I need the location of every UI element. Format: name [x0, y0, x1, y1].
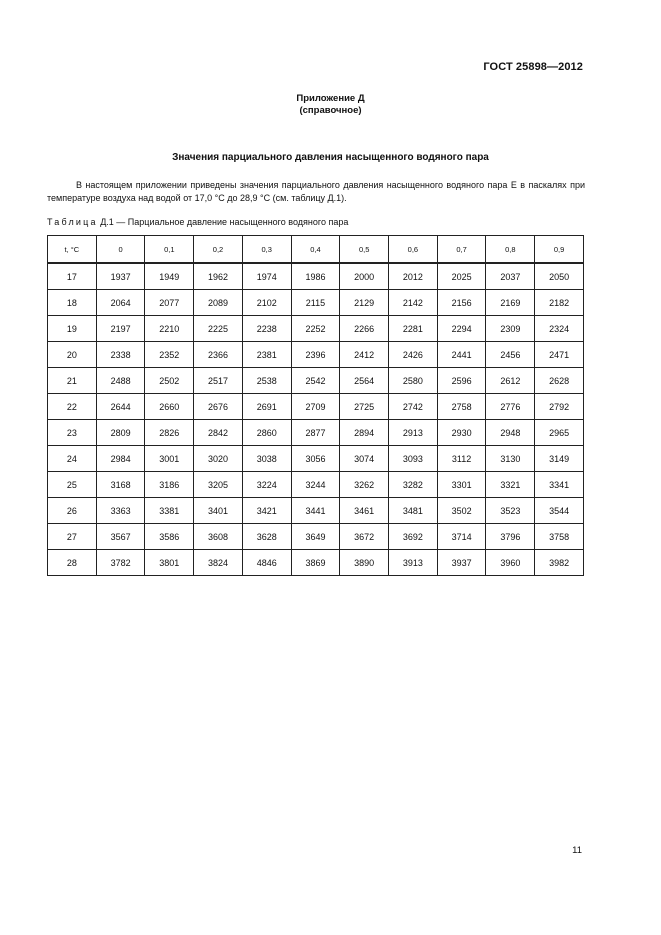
table-row: [48, 290, 584, 316]
annex-title: Приложение Д: [296, 93, 365, 104]
table-cell: 3441: [291, 498, 340, 524]
table-cell: 3796: [486, 524, 535, 550]
table-cell: 2352: [145, 342, 194, 368]
section-heading: Значения парциального давления насыщенного водяного пара: [172, 152, 489, 163]
annex-status: (справочное): [299, 105, 362, 116]
row-temperature-cell: 19: [48, 316, 97, 342]
table-cell: 2580: [389, 368, 438, 394]
table-cell: 2877: [291, 420, 340, 446]
table-cell: 2456: [486, 342, 535, 368]
table-cell: 2012: [389, 263, 438, 290]
table-cell: 3321: [486, 472, 535, 498]
table-cell: 3982: [535, 550, 584, 576]
row-temperature-cell: 24: [48, 446, 97, 472]
table-cell: 3262: [340, 472, 389, 498]
table-cell: 2077: [145, 290, 194, 316]
table-row: [48, 342, 584, 368]
table-cell: 3824: [194, 550, 243, 576]
table-cell: 3421: [242, 498, 291, 524]
header-cell: 0,2: [194, 236, 243, 264]
table-cell: 2197: [96, 316, 145, 342]
table-cell: 1974: [242, 263, 291, 290]
table-cell: 2309: [486, 316, 535, 342]
table-cell: 3363: [96, 498, 145, 524]
table-cell: 2660: [145, 394, 194, 420]
table-cell: 1986: [291, 263, 340, 290]
table-row: [48, 368, 584, 394]
table-cell: 3074: [340, 446, 389, 472]
table-row: [48, 420, 584, 446]
table-cell: 3168: [96, 472, 145, 498]
table-cell: 1949: [145, 263, 194, 290]
table-cell: 2266: [340, 316, 389, 342]
row-temperature-cell: 27: [48, 524, 97, 550]
header-cell: 0: [96, 236, 145, 264]
table-cell: 2102: [242, 290, 291, 316]
table-cell: 3130: [486, 446, 535, 472]
table-cell: 4846: [242, 550, 291, 576]
table-cell: 3038: [242, 446, 291, 472]
table-cell: 3586: [145, 524, 194, 550]
table-cell: 2842: [194, 420, 243, 446]
table-cell: 3149: [535, 446, 584, 472]
table-cell: 2538: [242, 368, 291, 394]
table-cell: 2742: [389, 394, 438, 420]
table-cell: 1962: [194, 263, 243, 290]
table-row: [48, 394, 584, 420]
header-cell: 0,8: [486, 236, 535, 264]
table-cell: 2471: [535, 342, 584, 368]
row-temperature-cell: 26: [48, 498, 97, 524]
table-cell: 3301: [437, 472, 486, 498]
table-cell: 2381: [242, 342, 291, 368]
row-temperature-cell: 17: [48, 263, 97, 290]
table-cell: 2324: [535, 316, 584, 342]
table-cell: 2129: [340, 290, 389, 316]
table-cell: 3628: [242, 524, 291, 550]
table-cell: 2826: [145, 420, 194, 446]
table-cell: 2676: [194, 394, 243, 420]
table-cell: 3341: [535, 472, 584, 498]
table-cell: 2225: [194, 316, 243, 342]
header-cell: 0,3: [242, 236, 291, 264]
table-cell: 2050: [535, 263, 584, 290]
table-cell: 3913: [389, 550, 438, 576]
table-cell: 2776: [486, 394, 535, 420]
row-temperature-cell: 18: [48, 290, 97, 316]
table-cell: 2564: [340, 368, 389, 394]
table-caption-text: Д.1 — Парциальное давление насыщенного водяного пара: [97, 217, 349, 227]
table-cell: 2984: [96, 446, 145, 472]
table-cell: 2281: [389, 316, 438, 342]
table-cell: 2252: [291, 316, 340, 342]
row-temperature-cell: 21: [48, 368, 97, 394]
table-cell: 2396: [291, 342, 340, 368]
table-cell: 2089: [194, 290, 243, 316]
annex-block: [0, 93, 661, 117]
table-cell: 2502: [145, 368, 194, 394]
table-body: [48, 263, 584, 576]
table-cell: 3282: [389, 472, 438, 498]
header-cell: 0,5: [340, 236, 389, 264]
table-cell: 3461: [340, 498, 389, 524]
table-cell: 3112: [437, 446, 486, 472]
table-cell: 3692: [389, 524, 438, 550]
table-cell: 3224: [242, 472, 291, 498]
table-row: [48, 498, 584, 524]
table-cell: 2037: [486, 263, 535, 290]
table-cell: 2025: [437, 263, 486, 290]
table-cell: 2792: [535, 394, 584, 420]
table-cell: 2412: [340, 342, 389, 368]
table-cell: 2628: [535, 368, 584, 394]
table-cell: 3801: [145, 550, 194, 576]
table-cell: 3567: [96, 524, 145, 550]
table-row: [48, 550, 584, 576]
table-cell: 3672: [340, 524, 389, 550]
table-cell: 3001: [145, 446, 194, 472]
intro-paragraph: В настоящем приложении приведены значения парциального давления насыщенного водяного пара E в паскалях при температуре воздуха над водой от 17,0 °С до 28,9 °С (см. таблицу Д.1).: [47, 180, 585, 203]
table-cell: 2064: [96, 290, 145, 316]
table-caption-prefix: Таблица: [47, 217, 98, 227]
table-cell: 2930: [437, 420, 486, 446]
row-temperature-cell: 22: [48, 394, 97, 420]
table-cell: 3890: [340, 550, 389, 576]
table-cell: 2612: [486, 368, 535, 394]
table-cell: 3401: [194, 498, 243, 524]
table-cell: 3186: [145, 472, 194, 498]
document-code: ГОСТ 25898—2012: [483, 61, 583, 73]
table-cell: 3782: [96, 550, 145, 576]
table-cell: 2809: [96, 420, 145, 446]
table-row: [48, 446, 584, 472]
table-cell: 3502: [437, 498, 486, 524]
table-cell: 2709: [291, 394, 340, 420]
table-cell: 3869: [291, 550, 340, 576]
table-caption: [47, 217, 348, 227]
header-cell: 0,4: [291, 236, 340, 264]
table-cell: 3481: [389, 498, 438, 524]
table-cell: 1937: [96, 263, 145, 290]
table-cell: 2596: [437, 368, 486, 394]
table-row: [48, 263, 584, 290]
table-cell: 3960: [486, 550, 535, 576]
table-cell: 2210: [145, 316, 194, 342]
table-cell: 3608: [194, 524, 243, 550]
table-cell: 2517: [194, 368, 243, 394]
table-cell: 3937: [437, 550, 486, 576]
table-cell: 3244: [291, 472, 340, 498]
table-cell: 2948: [486, 420, 535, 446]
table-cell: 3020: [194, 446, 243, 472]
table-cell: 2169: [486, 290, 535, 316]
table-cell: 2894: [340, 420, 389, 446]
table-cell: 2691: [242, 394, 291, 420]
table-cell: 2488: [96, 368, 145, 394]
table-row: [48, 472, 584, 498]
table-cell: 2860: [242, 420, 291, 446]
row-temperature-cell: 25: [48, 472, 97, 498]
table-cell: 2182: [535, 290, 584, 316]
table-header-row: [48, 236, 584, 264]
table-cell: 2338: [96, 342, 145, 368]
table-cell: 3649: [291, 524, 340, 550]
table-cell: 3205: [194, 472, 243, 498]
table-cell: 3758: [535, 524, 584, 550]
table-cell: 2758: [437, 394, 486, 420]
table-cell: 2156: [437, 290, 486, 316]
table-cell: 3714: [437, 524, 486, 550]
header-temperature: t, °С: [48, 236, 97, 264]
row-temperature-cell: 28: [48, 550, 97, 576]
table-cell: 2366: [194, 342, 243, 368]
table-cell: 2115: [291, 290, 340, 316]
table-cell: 3093: [389, 446, 438, 472]
table-cell: 2913: [389, 420, 438, 446]
table-cell: 2644: [96, 394, 145, 420]
table-cell: 2965: [535, 420, 584, 446]
header-cell: 0,6: [389, 236, 438, 264]
table-cell: 3544: [535, 498, 584, 524]
header-cell: 0,7: [437, 236, 486, 264]
row-temperature-cell: 23: [48, 420, 97, 446]
table-cell: 2725: [340, 394, 389, 420]
table-cell: 2426: [389, 342, 438, 368]
table-cell: 3381: [145, 498, 194, 524]
table-row: [48, 316, 584, 342]
table-cell: 2441: [437, 342, 486, 368]
table-row: [48, 524, 584, 550]
page-number: 11: [572, 845, 582, 856]
table-cell: 2542: [291, 368, 340, 394]
header-cell: 0,1: [145, 236, 194, 264]
header-cell: 0,9: [535, 236, 584, 264]
table-cell: 2142: [389, 290, 438, 316]
table-cell: 3523: [486, 498, 535, 524]
table-cell: 3056: [291, 446, 340, 472]
row-temperature-cell: 20: [48, 342, 97, 368]
table-cell: 2238: [242, 316, 291, 342]
pressure-table: [47, 235, 584, 576]
table-cell: 2000: [340, 263, 389, 290]
table-cell: 2294: [437, 316, 486, 342]
